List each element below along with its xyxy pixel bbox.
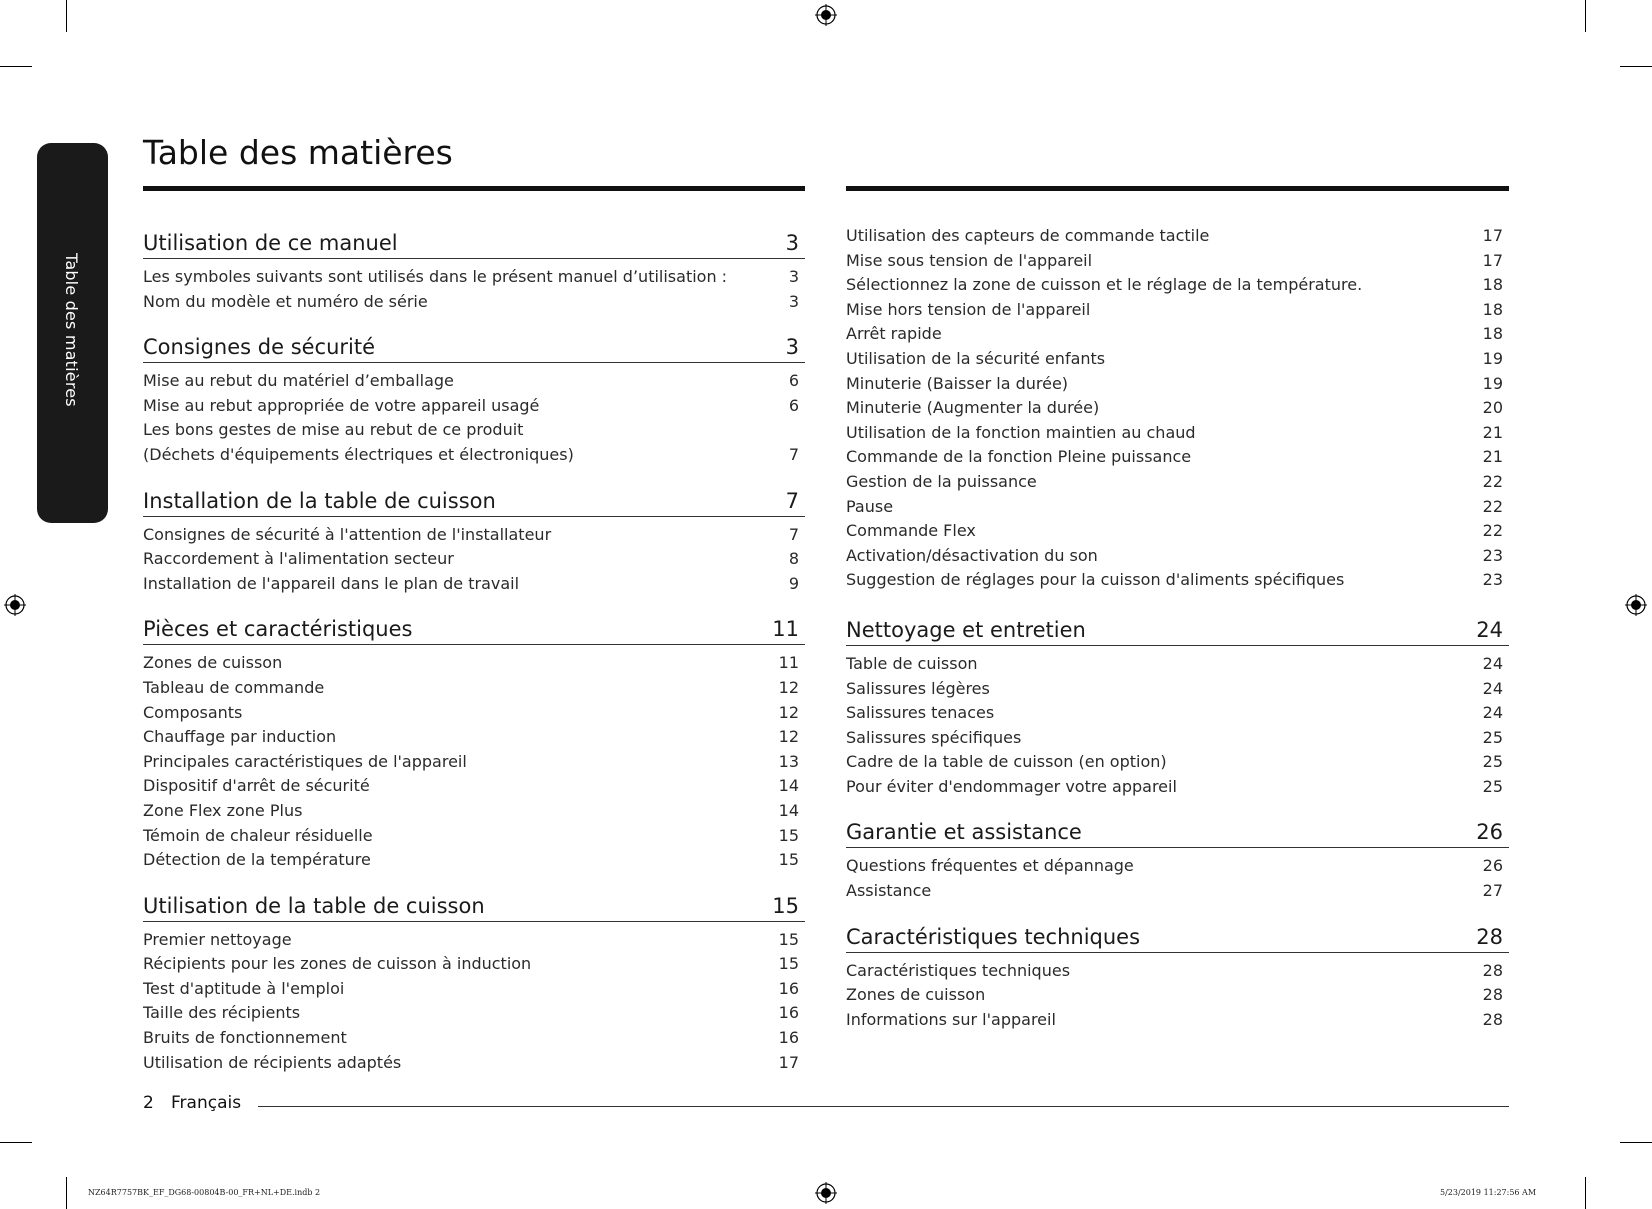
registration-mark-icon [815, 4, 837, 26]
toc-section-title: Installation de la table de cuisson [143, 488, 496, 513]
toc-section-page: 26 [1476, 820, 1503, 845]
toc-entry-label: Zones de cuisson [143, 653, 283, 673]
toc-entry[interactable] [846, 652, 1509, 677]
toc-entry-page: 17 [1482, 226, 1503, 245]
toc-section [143, 610, 805, 886]
toc-entry-label: Tableau de commande [143, 677, 325, 697]
toc-entry-page: 3 [788, 267, 799, 286]
toc-section-page: 11 [772, 617, 799, 642]
toc-section-items [846, 848, 1509, 917]
toc-entry[interactable] [143, 848, 805, 873]
toc-entry-label: Mise sous tension de l'appareil [846, 250, 1093, 270]
toc-entry[interactable] [143, 750, 805, 775]
toc-entry[interactable] [846, 677, 1509, 702]
toc-entry[interactable] [143, 824, 805, 849]
toc-entry-page: 28 [1482, 960, 1503, 980]
toc-entry[interactable] [143, 394, 805, 419]
toc-entry-page: 14 [778, 776, 799, 796]
toc-entry-page: 27 [1482, 881, 1503, 901]
toc-entry-label: Assistance [846, 881, 932, 901]
toc-entry-label: Installation de l'appareil dans le plan de travail [143, 573, 520, 593]
registration-mark-icon [4, 594, 26, 616]
toc-section-title: Utilisation de la table de cuisson [143, 893, 485, 918]
toc-right-sections [846, 611, 1509, 1047]
toc-entry-page: 17 [1482, 250, 1503, 270]
toc-entry[interactable] [143, 523, 805, 548]
toc-section-title: Garantie et assistance [846, 820, 1082, 845]
toc-entry[interactable] [846, 298, 1509, 323]
toc-section-page: 15 [772, 893, 799, 918]
toc-section-heading[interactable] [846, 918, 1509, 953]
toc-entry-label: Cadre de la table de cuisson (en option) [846, 752, 1167, 772]
toc-entry[interactable] [143, 572, 805, 597]
toc-entry-page: 22 [1482, 521, 1503, 541]
toc-section [846, 611, 1509, 814]
toc-section-items [143, 517, 805, 611]
toc-left-column [143, 224, 805, 1089]
toc-entry-page: 26 [1482, 856, 1503, 876]
toc-entry-page: 23 [1482, 545, 1503, 565]
toc-entry-page: 17 [778, 1052, 799, 1072]
toc-entry-label: Détection de la température [143, 850, 371, 870]
toc-section-heading[interactable] [143, 482, 805, 517]
toc-section-heading[interactable] [846, 813, 1509, 848]
toc-section-title: Pièces et caractéristiques [143, 617, 413, 642]
toc-entry-page: 24 [1482, 703, 1503, 723]
toc-section-title: Utilisation de ce manuel [143, 231, 398, 255]
toc-entry-label: Taille des récipients [143, 1003, 301, 1023]
toc-entry-page: 28 [1482, 985, 1503, 1005]
toc-entry[interactable] [846, 1008, 1509, 1033]
toc-entry-label: Informations sur l'appareil [846, 1009, 1056, 1029]
toc-entry-label: Premier nettoyage [143, 929, 292, 949]
toc-entry-label: Gestion de la puissance [846, 471, 1037, 491]
toc-entry-label: Suggestion de réglages pour la cuisson d'aliments spécifiques [846, 570, 1345, 590]
toc-entry[interactable] [143, 290, 805, 315]
toc-entry-label: Récipients pour les zones de cuisson à induction [143, 954, 532, 974]
toc-section-heading[interactable] [143, 887, 805, 922]
toc-entry[interactable] [143, 1001, 805, 1026]
footer-rule [258, 1106, 1509, 1107]
toc-entry[interactable] [143, 369, 805, 394]
toc-entry[interactable] [846, 495, 1509, 520]
toc-entry-label: Salissures légères [846, 678, 990, 698]
toc-entry[interactable] [143, 651, 805, 676]
toc-section-page: 3 [785, 231, 799, 255]
toc-entry-page: 6 [788, 395, 799, 415]
toc-entry-label: Composants [143, 702, 243, 722]
crop-mark [1620, 66, 1652, 67]
toc-entry-label: Dispositif d'arrêt de sécurité [143, 776, 370, 796]
toc-entry-page: 18 [1482, 275, 1503, 295]
toc-entry-label: Nom du modèle et numéro de série [143, 291, 428, 311]
toc-entry-page: 23 [1482, 570, 1503, 590]
side-tab-label: Table des matières [62, 253, 81, 407]
toc-entry[interactable] [846, 347, 1509, 372]
toc-entry-label: Activation/désactivation du son [846, 545, 1098, 565]
toc-entry-label: Témoin de chaleur résiduelle [143, 825, 373, 845]
toc-section-items [846, 646, 1509, 814]
toc-entry-label: Raccordement à l'alimentation secteur [143, 549, 454, 569]
toc-entry-label: Salissures spécifiques [846, 727, 1022, 747]
toc-entry-label: Consignes de sécurité à l'attention de l'installateur [143, 524, 552, 544]
toc-entry-page: 6 [788, 371, 799, 391]
toc-entry-page: 24 [1482, 653, 1503, 673]
toc-section-page: 3 [785, 335, 799, 360]
toc-entry[interactable] [846, 983, 1509, 1008]
toc-entry[interactable] [846, 701, 1509, 726]
toc-entry-page: 14 [778, 800, 799, 820]
toc-entry-page: 3 [788, 291, 799, 311]
crop-mark [0, 66, 32, 67]
toc-section-title: Nettoyage et entretien [846, 617, 1086, 642]
crop-mark [1620, 1142, 1652, 1143]
toc-entry-page: 11 [778, 653, 799, 673]
toc-entry-label: Utilisation des capteurs de commande tactile [846, 226, 1210, 245]
toc-entry-label: Les bons gestes de mise au rebut de ce produit (Déchets d'équipements électriques et électroniques) [143, 420, 574, 464]
toc-entry-page: 9 [788, 573, 799, 593]
toc-section [846, 813, 1509, 917]
toc-right-column [846, 224, 1509, 1046]
toc-entry[interactable] [143, 725, 805, 750]
toc-entry-page: 7 [788, 524, 799, 544]
toc-entry-label: Minuterie (Baisser la durée) [846, 373, 1069, 393]
toc-entry[interactable] [143, 1026, 805, 1051]
toc-entry-label: Caractéristiques techniques [846, 960, 1071, 980]
toc-entry[interactable] [846, 224, 1509, 249]
toc-entry-page: 16 [778, 978, 799, 998]
toc-section-page: 28 [1476, 924, 1503, 949]
crop-mark [66, 0, 67, 32]
toc-entry-label: Pour éviter d'endommager votre appareil [846, 776, 1177, 796]
toc-entry[interactable] [846, 750, 1509, 775]
toc-entry[interactable] [143, 952, 805, 977]
toc-entry-page: 28 [1482, 1009, 1503, 1029]
crop-mark [0, 1142, 32, 1143]
footer-language: Français [171, 1093, 242, 1113]
toc-entry-page: 8 [788, 549, 799, 569]
toc-entry-page: 13 [778, 751, 799, 771]
toc-entry-label: Table de cuisson [846, 653, 978, 673]
toc-entry-label: Mise au rebut du matériel d’emballage [143, 371, 454, 391]
toc-entry-label: Commande Flex [846, 521, 976, 541]
toc-entry-page: 7 [788, 444, 799, 464]
registration-mark-icon [815, 1182, 837, 1204]
toc-entry-label: Zones de cuisson [846, 985, 986, 1005]
toc-section-items [846, 953, 1509, 1047]
toc-entry[interactable] [143, 774, 805, 799]
toc-entry-page: 25 [1482, 727, 1503, 747]
title-rule-right [846, 186, 1509, 191]
print-slug-date: 5/23/2019 11:27:56 AM [1440, 1188, 1537, 1197]
footer-page-number: 2 [143, 1093, 154, 1113]
toc-entry[interactable] [143, 547, 805, 572]
toc-continued-items [846, 224, 1509, 611]
toc-entry[interactable] [143, 1051, 805, 1076]
toc-entry-page: 22 [1482, 471, 1503, 491]
toc-entry-page: 15 [778, 929, 799, 949]
toc-entry-page: 22 [1482, 496, 1503, 516]
toc-entry-page: 16 [778, 1003, 799, 1023]
toc-entry[interactable] [846, 726, 1509, 751]
toc-entry[interactable] [846, 396, 1509, 421]
toc-entry-label: Pause [846, 496, 894, 516]
toc-section-items [143, 645, 805, 886]
toc-entry[interactable] [846, 322, 1509, 347]
toc-entry-page: 25 [1482, 752, 1503, 772]
toc-entry[interactable] [846, 879, 1509, 904]
toc-entry[interactable] [143, 928, 805, 953]
toc-entry[interactable] [143, 977, 805, 1002]
toc-entry-page: 25 [1482, 776, 1503, 796]
toc-entry-label: Utilisation de la sécurité enfants [846, 348, 1106, 368]
title-rule-left [143, 186, 805, 191]
toc-entry-page: 21 [1482, 422, 1503, 442]
toc-section-items [143, 922, 805, 1090]
toc-entry-page: 15 [778, 825, 799, 845]
toc-section [846, 918, 1509, 1047]
print-slug-file: NZ64R7757BK_EF_DG68-00804B-00_FR+NL+DE.indb 2 [88, 1188, 321, 1197]
toc-entry-page: 19 [1482, 348, 1503, 368]
toc-entry-label: Commande de la fonction Pleine puissance [846, 447, 1192, 467]
toc-entry[interactable] [846, 249, 1509, 274]
toc-entry-page: 21 [1482, 447, 1503, 467]
toc-section-items [143, 259, 805, 328]
toc-entry-label: Bruits de fonctionnement [143, 1028, 347, 1048]
toc-section [143, 328, 805, 481]
toc-entry[interactable] [846, 544, 1509, 569]
toc-entry[interactable] [846, 959, 1509, 984]
toc-entry-page: 12 [778, 727, 799, 747]
toc-entry-page: 12 [778, 702, 799, 722]
toc-entry[interactable] [143, 676, 805, 701]
toc-section [143, 482, 805, 611]
crop-mark [1585, 1177, 1586, 1209]
crop-mark [1585, 0, 1586, 32]
toc-entry-label: Mise au rebut appropriée de votre appareil usagé [143, 395, 540, 415]
crop-mark [66, 1177, 67, 1209]
toc-entry-page: 15 [778, 850, 799, 870]
toc-section-items [143, 363, 805, 481]
toc-entry-label: Questions fréquentes et dépannage [846, 856, 1134, 876]
toc-entry-page: 19 [1482, 373, 1503, 393]
toc-entry-page: 16 [778, 1028, 799, 1048]
toc-section-page: 24 [1476, 617, 1503, 642]
toc-section [143, 224, 805, 328]
toc-entry[interactable] [846, 372, 1509, 397]
toc-section-title: Caractéristiques techniques [846, 924, 1141, 949]
toc-entry-label: Zone Flex zone Plus [143, 800, 303, 820]
toc-section [143, 887, 805, 1090]
toc-entry-page: 24 [1482, 678, 1503, 698]
toc-entry-label: Test d'aptitude à l'emploi [143, 978, 345, 998]
toc-entry[interactable] [846, 519, 1509, 544]
toc-entry-label: Utilisation de la fonction maintien au chaud [846, 422, 1196, 442]
toc-section-heading[interactable] [143, 328, 805, 363]
toc-section-heading[interactable] [143, 224, 805, 259]
side-tab [37, 143, 108, 523]
toc-entry-label: Salissures tenaces [846, 703, 995, 723]
toc-entry-page: 18 [1482, 324, 1503, 344]
toc-entry-label: Utilisation de récipients adaptés [143, 1052, 402, 1072]
toc-entry-page: 20 [1482, 398, 1503, 418]
toc-entry-page: 18 [1482, 299, 1503, 319]
toc-entry-page: 15 [778, 954, 799, 974]
toc-entry[interactable] [143, 418, 805, 467]
toc-entry-label: Sélectionnez la zone de cuisson et le réglage de la température. [846, 275, 1363, 295]
toc-entry[interactable] [143, 265, 805, 290]
toc-section-heading[interactable] [143, 610, 805, 645]
toc-entry[interactable] [846, 775, 1509, 800]
toc-entry-page: 12 [778, 677, 799, 697]
toc-entry-label: Mise hors tension de l'appareil [846, 299, 1091, 319]
toc-entry[interactable] [143, 799, 805, 824]
toc-section-page: 7 [785, 488, 799, 513]
registration-mark-icon [1625, 594, 1647, 616]
toc-entry[interactable] [846, 854, 1509, 879]
toc-entry-label: Minuterie (Augmenter la durée) [846, 398, 1100, 418]
page-title: Table des matières [143, 133, 453, 172]
toc-entry[interactable] [846, 568, 1509, 593]
toc-entry[interactable] [846, 445, 1509, 470]
toc-section-heading[interactable] [846, 611, 1509, 646]
toc-section-title: Consignes de sécurité [143, 335, 376, 360]
toc-entry[interactable] [846, 421, 1509, 446]
toc-entry[interactable] [143, 701, 805, 726]
toc-entry[interactable] [846, 273, 1509, 298]
toc-entry-label: Arrêt rapide [846, 324, 942, 344]
toc-entry-label: Chauffage par induction [143, 727, 337, 747]
toc-entry-label: Les symboles suivants sont utilisés dans le présent manuel d’utilisation : [143, 267, 728, 286]
toc-entry-label: Principales caractéristiques de l'appareil [143, 751, 467, 771]
toc-entry[interactable] [846, 470, 1509, 495]
